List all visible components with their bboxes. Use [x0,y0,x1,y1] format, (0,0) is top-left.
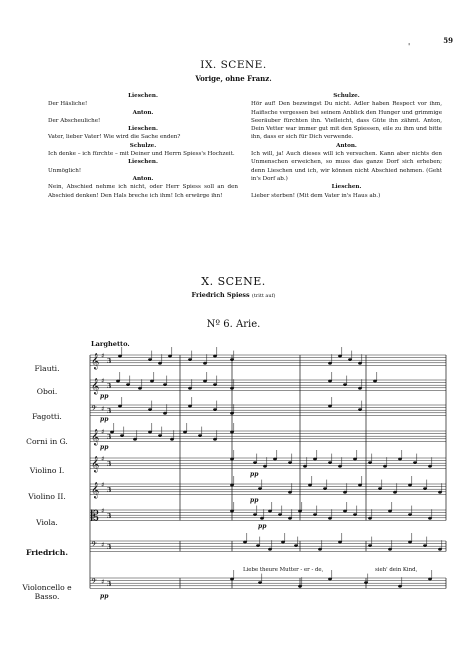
note-head [353,513,357,516]
scene-x-title: X. SCENE. [201,275,266,288]
note-head [163,412,167,415]
instrument-label: Viola. [36,518,58,527]
note-head [213,408,217,411]
note-head [308,484,312,487]
note-head [348,358,352,361]
note-head [213,438,217,441]
note-head [230,484,234,487]
note-head [120,434,124,437]
note-head [198,434,202,437]
note-head [158,362,162,365]
note-head [148,358,152,361]
note-head [328,517,332,520]
note-head [364,581,368,584]
time-signature: 3 [107,408,112,415]
corner-mark: ' [408,42,411,51]
note-head [338,355,342,358]
dialogue-line: Unmöglich! [48,167,82,174]
note-head [378,487,382,490]
note-head [150,380,154,383]
instrument-label: Fagotti. [32,412,62,421]
instrument-label: Violino II. [28,492,66,501]
note-head [188,387,192,390]
dialogue-line: Der Häsliche! [48,101,88,108]
speaker: Schulze. [333,93,360,99]
bass-clef: 𝄢 [91,405,97,415]
note-head [268,548,272,551]
scene-ix-subtitle: Vorige, ohne Franz. [195,74,272,83]
note-head [373,380,377,383]
scene-ix-title: IX. SCENE. [200,59,267,71]
lyric: Liebe theure Mutter - er - de, [243,567,324,573]
note-head [168,355,172,358]
note-head [408,484,412,487]
dynamics [100,393,267,600]
note-head [413,461,417,464]
note-head [230,387,234,390]
note-head [368,461,372,464]
note-head [253,513,257,516]
note-head [398,458,402,461]
note-head [388,510,392,513]
note-head [358,387,362,390]
note-head [423,487,427,490]
note-head [358,484,362,487]
note-head [230,412,234,415]
instrument-label: Friedrich. [26,548,68,557]
speaker: Lieschen. [331,184,362,191]
bass-clef: 𝄢 [91,578,97,588]
note-head [148,408,152,411]
note-head [213,383,217,386]
note-head [428,465,432,468]
bar-lines [90,355,446,588]
note-head [273,458,277,461]
note-head [438,548,442,551]
note-head [230,510,234,513]
note-head [163,383,167,386]
note-head [203,380,207,383]
note-head [133,438,137,441]
note-head [303,465,307,468]
dynamic-marking: pp [250,497,259,504]
note-head [383,465,387,468]
dialogue-line: Ich denke – ich fürchte – mit Deiner und Herrn Spiess's Hochzeit. [48,151,235,158]
number-title: Nº 6. Arie. [206,319,261,330]
note-head [368,517,372,520]
note-head [158,434,162,437]
note-head [388,548,392,551]
note-head [260,517,264,520]
note-head [328,362,332,365]
note-head [188,405,192,408]
bass-clef: 𝄢 [91,541,97,551]
note-head [338,541,342,544]
staff-lines [90,355,446,588]
note-head [288,461,292,464]
note-head [116,380,120,383]
note-head [288,491,292,494]
note-head [343,491,347,494]
key-signature: ♯ [101,578,105,586]
note-head [170,438,174,441]
note-head [294,544,298,547]
clefs [91,352,111,588]
note-head [230,578,234,581]
note-head [148,431,152,434]
note-head [258,487,262,490]
note-head [268,510,272,513]
dynamic-marking: pp [100,444,109,451]
time-signature: 3 [107,487,112,494]
note-head [188,358,192,361]
note-head [318,548,322,551]
key-signature: ♯ [101,455,105,463]
note-head [203,362,207,365]
dynamic-marking: pp [100,416,109,423]
note-head [428,578,432,581]
dialogue-line: Vater, lieber Vater! Wie wird die Sache enden? [48,134,181,141]
note-head [393,491,397,494]
time-signature: 3 [107,434,112,441]
note-head [288,517,292,520]
note-head [438,491,442,494]
dialogue-line: Der Abscheuliche! [48,117,101,124]
key-signature: ♯ [101,541,105,549]
instrument-label: Flauti. [34,364,60,373]
speaker: Anton. [132,175,154,182]
treble-clef: 𝄞 [91,482,100,499]
instrument-label: Oboi. [36,387,58,396]
scene-x-character: Friedrich Spiess [191,291,250,299]
note-head [278,513,282,516]
note-head [298,510,302,513]
note-head [408,541,412,544]
note-head [328,380,332,383]
dialogue-line: Nein, Abschied nehme ich nicht, oder Herr Spiess soll an den Abschied denken! Den Hals breche ich ihm! Ich erwürge ihn! [48,184,238,199]
time-signature: 3 [107,544,112,551]
note-head [358,408,362,411]
dialogue-line: Lieber sterben! (Mit dem Vater in's Haus ab.) [251,192,381,199]
note-head [258,581,262,584]
dialogue-line: Hör auf! Den bezwingst Du nicht. Adler haben Respect vor ihm, Haifische vergessen bei seinem Anblick den Hunger und grimmige Seeräuber fürchten ihn. Vielleicht, dass Güte ihn zähmt. Anton, Dein Vetter war immer gut mit den Spiessen, eile zu ihm und bitte ihn, dass er sich für Dich verwende. [251,101,442,141]
stage-direction: (tritt auf) [251,293,276,299]
note-head [313,458,317,461]
time-signature: 3 [107,513,112,520]
note-head [230,431,234,434]
note-head [428,517,432,520]
dynamic-marking: pp [100,393,109,400]
speaker: Anton. [336,142,357,149]
treble-clef: 𝄞 [91,353,100,370]
note-head [126,383,130,386]
lyric: sieh' dein Kind, [375,567,418,573]
note-head [230,458,234,461]
dynamic-marking: pp [250,471,259,478]
note-head [118,405,122,408]
note-head [408,513,412,516]
treble-clef: 𝄞 [91,378,100,395]
speaker: Lieschen. [128,126,158,133]
note-head [213,355,217,358]
speaker: Schulze. [129,142,157,149]
tempo-marking: Larghetto. [91,340,130,348]
key-signature: ♯ [101,377,105,385]
time-signature: 3 [107,461,112,468]
note-head [328,578,332,581]
dynamic-marking: pp [258,523,267,530]
time-signature: 3 [107,358,112,365]
note-head [368,544,372,547]
note-head [183,431,187,434]
note-head [353,458,357,461]
key-signature: ♯ [101,481,105,489]
speaker: Lieschen. [128,93,158,99]
note-head [313,513,317,516]
note-head [328,461,332,464]
time-signature: 3 [107,581,112,588]
note-head [263,465,267,468]
treble-clef: 𝄞 [91,456,100,473]
note-head [298,585,302,588]
dynamic-marking: pp [100,593,109,600]
note-head [256,544,260,547]
note-head [423,544,427,547]
key-signature: ♯ [101,405,105,413]
speaker: Anton. [132,109,154,116]
note-head [323,487,327,490]
key-signature: ♯ [101,352,105,360]
treble-clef: 𝄞 [91,429,100,446]
time-signature: 3 [107,383,112,390]
note-head [343,510,347,513]
instrument-label: Violoncello e Basso. [22,583,72,601]
note-head [343,383,347,386]
note-head [253,461,257,464]
note-head [281,541,285,544]
note-head [110,431,114,434]
speaker: Lieschen. [128,159,158,166]
note-head [230,358,234,361]
dialogue-line: Ich will, ja! Auch dieses will ich versuchen. Kann aber nichts den Unmenschen erweichen, so muss das ganze Dorf sich erheben; denn Lieschen und ich, wir können nicht Abschied nehmen. (Geht in's Dorf ab.) [251,151,442,182]
note-head [138,387,142,390]
page-number: 59 [443,36,453,45]
note-head [398,585,402,588]
note-head [118,355,122,358]
note-head [243,541,247,544]
instrument-label: Corni in G. [26,437,68,446]
note-head [358,362,362,365]
key-signature: ♯ [101,507,105,515]
note-head [338,465,342,468]
note-head [328,405,332,408]
key-signature: ♯ [101,428,105,436]
alto-clef: 𝄡 [91,508,99,525]
instrument-label: Violino I. [29,466,65,475]
